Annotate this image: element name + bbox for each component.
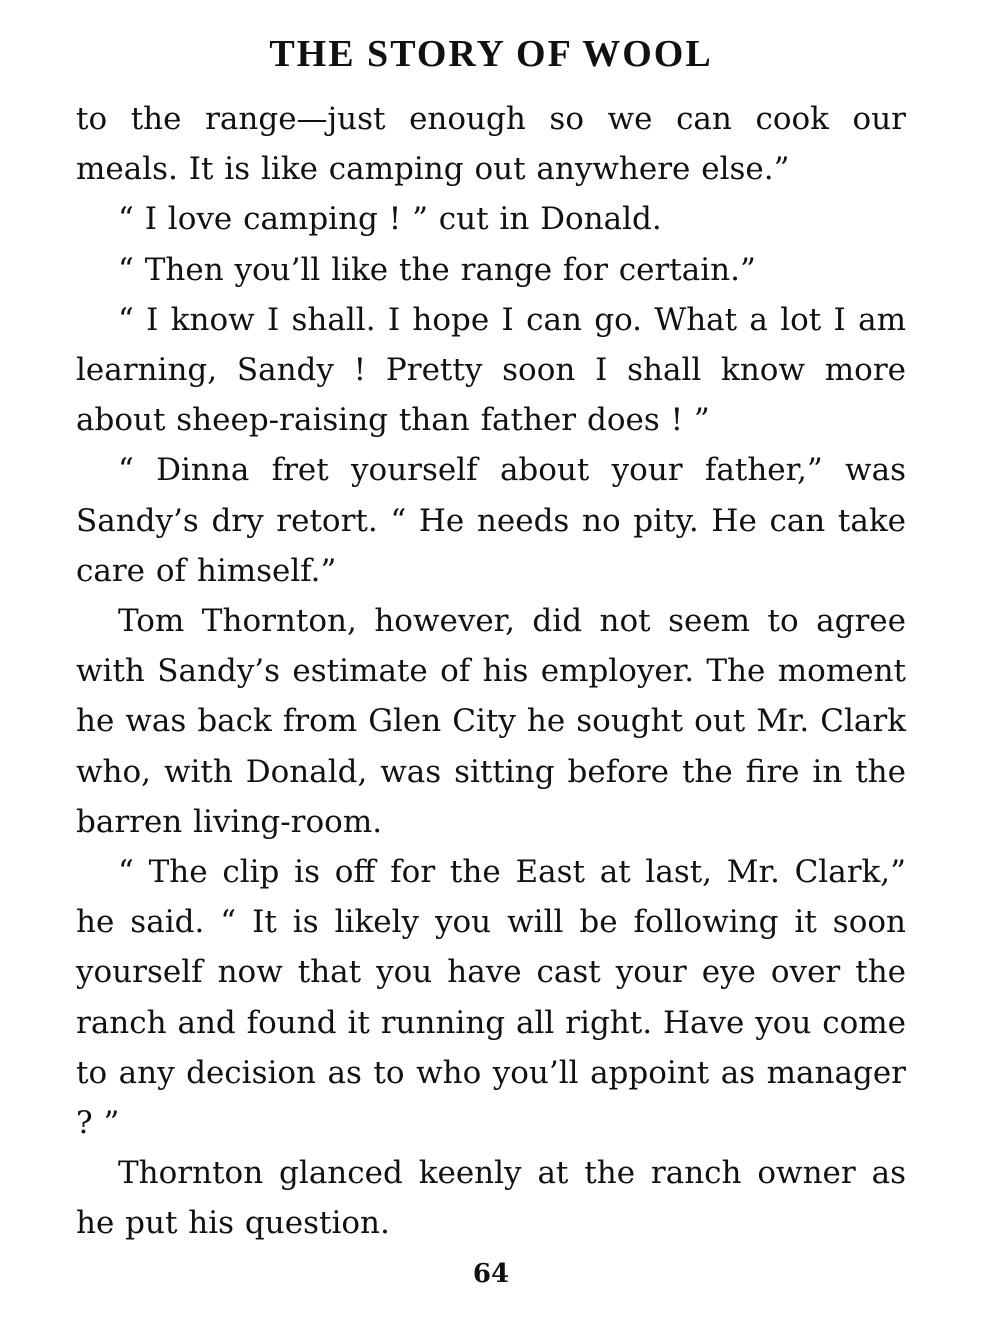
book-page — [76, 26, 906, 1316]
paragraph: “ Then you’ll like the range for certain.” — [118, 251, 756, 288]
page-number: 64 — [472, 1259, 510, 1289]
running-head: THE STORY OF WOOL — [269, 33, 713, 75]
paragraph: “ Dinna fret yourself about your father,” was Sandy’s dry retort. “ He needs no pity. He can take care of himself.” — [76, 452, 906, 589]
paragraph: “ I know I shall. I hope I can go. What a lot I am learning, Sandy ! Pretty soon I shall know more about sheep-raising than father does ! ” — [76, 301, 906, 439]
paragraph: Thornton glanced keenly at the ranch owner as he put his question. — [76, 1155, 906, 1242]
paragraph-continuation: to the range—just enough so we can cook our meals. It is like camping out anywhere else.” — [76, 101, 906, 188]
paragraph: “ The clip is off for the East at last, Mr. Clark,” he said. “ It is likely you will be following it soon yourself now that you have cast your eye over the ranch and found it running all right. Have you come to any decision as to who you’ll appoint as manager ? ” — [76, 854, 906, 1142]
body-text — [76, 94, 906, 1249]
paragraph: “ I love camping ! ” cut in Donald. — [118, 201, 662, 238]
paragraph: Tom Thornton, however, did not seem to agree with Sandy’s estimate of his employer. The moment he was back from Glen City he sought out Mr. Clark who, with Donald, was sitting before the fire in the barren living-room. — [76, 603, 906, 840]
